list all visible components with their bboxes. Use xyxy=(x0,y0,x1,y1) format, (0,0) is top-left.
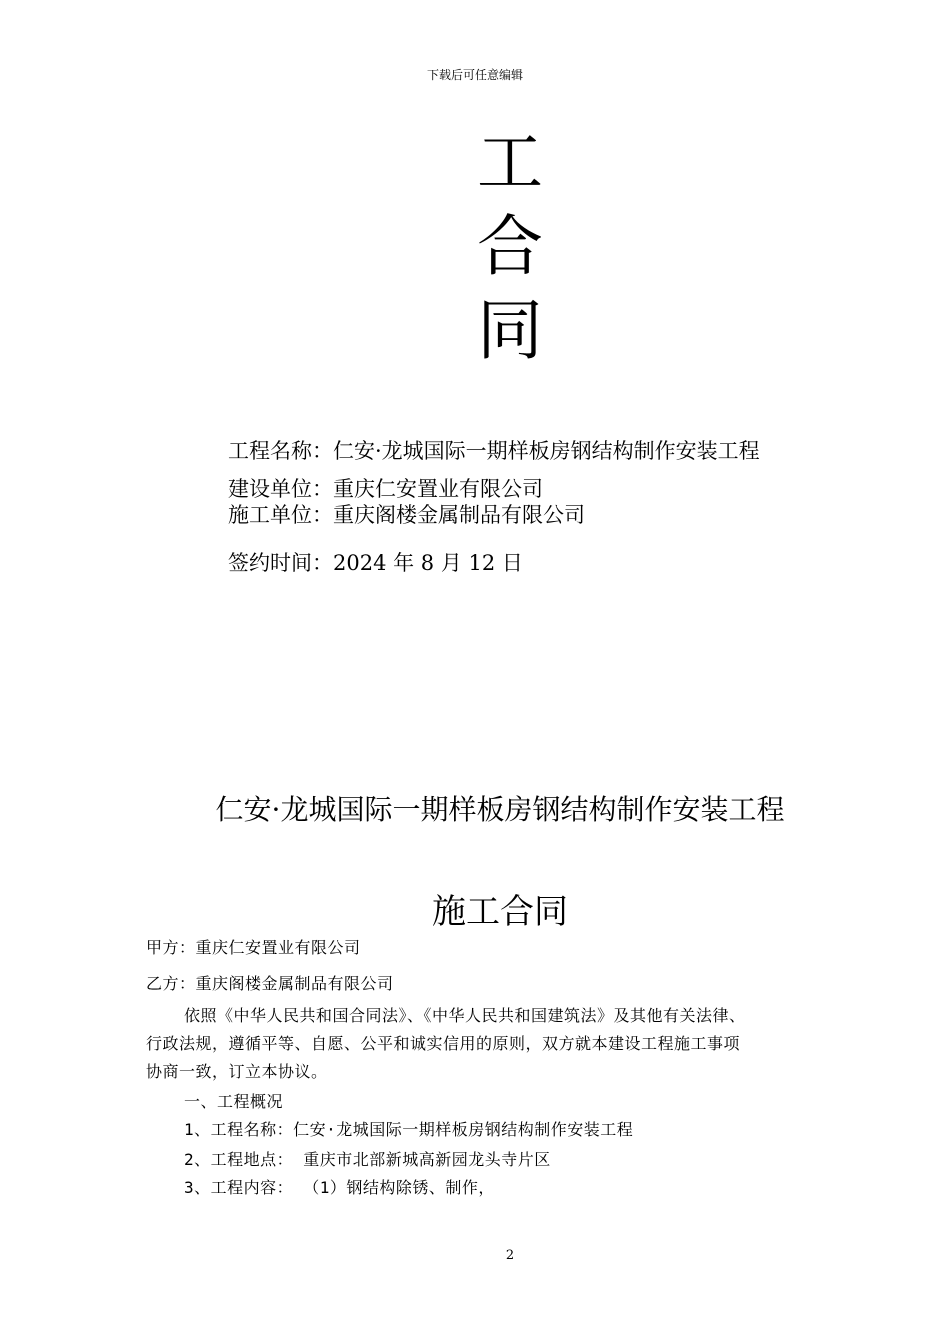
contract-title: 仁安·龙城国际一期样板房钢结构制作安装工程 xyxy=(215,793,785,826)
party-b: 乙方：重庆阁楼金属制品有限公司 xyxy=(146,974,394,993)
section-heading: 一、工程概况 xyxy=(184,1092,284,1111)
party-a: 甲方：重庆仁安置业有限公司 xyxy=(146,938,361,957)
preamble-line-1: 依照《中华人民共和国合同法》、《中华人民共和国建筑法》及其他有关法律、 xyxy=(184,1006,746,1025)
item-project-name: 1、工程名称：仁安·龙城国际一期样板房钢结构制作安装工程 xyxy=(184,1120,634,1139)
contract-subtitle: 施工合同 xyxy=(432,892,568,932)
header-note: 下载后可任意编辑 xyxy=(426,68,523,82)
cover-big-title-char-1: 工 xyxy=(477,124,543,201)
preamble-line-2: 行政法规，遵循平等、自愿、公平和诚实信用的原则，双方就本建设工程施工事项 xyxy=(146,1034,741,1053)
item-project-location: 2、工程地点： 重庆市北部新城高新园龙头寺片区 xyxy=(184,1150,551,1169)
cover-client: 建设单位：重庆仁安置业有限公司 xyxy=(228,477,543,501)
preamble-line-3: 协商一致，订立本协议。 xyxy=(146,1062,328,1081)
cover-project-name: 工程名称：仁安·龙城国际一期样板房钢结构制作安装工程 xyxy=(228,439,760,463)
cover-contractor: 施工单位：重庆阁楼金属制品有限公司 xyxy=(228,503,585,527)
page-number: 2 xyxy=(505,1248,515,1263)
cover-sign-date: 签约时间：2024 年 8 月 12 日 xyxy=(228,551,523,575)
cover-big-title-char-2: 合 xyxy=(477,208,543,285)
item-project-content: 3、工程内容： （1）钢结构除锈、制作， xyxy=(184,1178,495,1197)
cover-big-title-char-3: 同 xyxy=(477,292,543,369)
